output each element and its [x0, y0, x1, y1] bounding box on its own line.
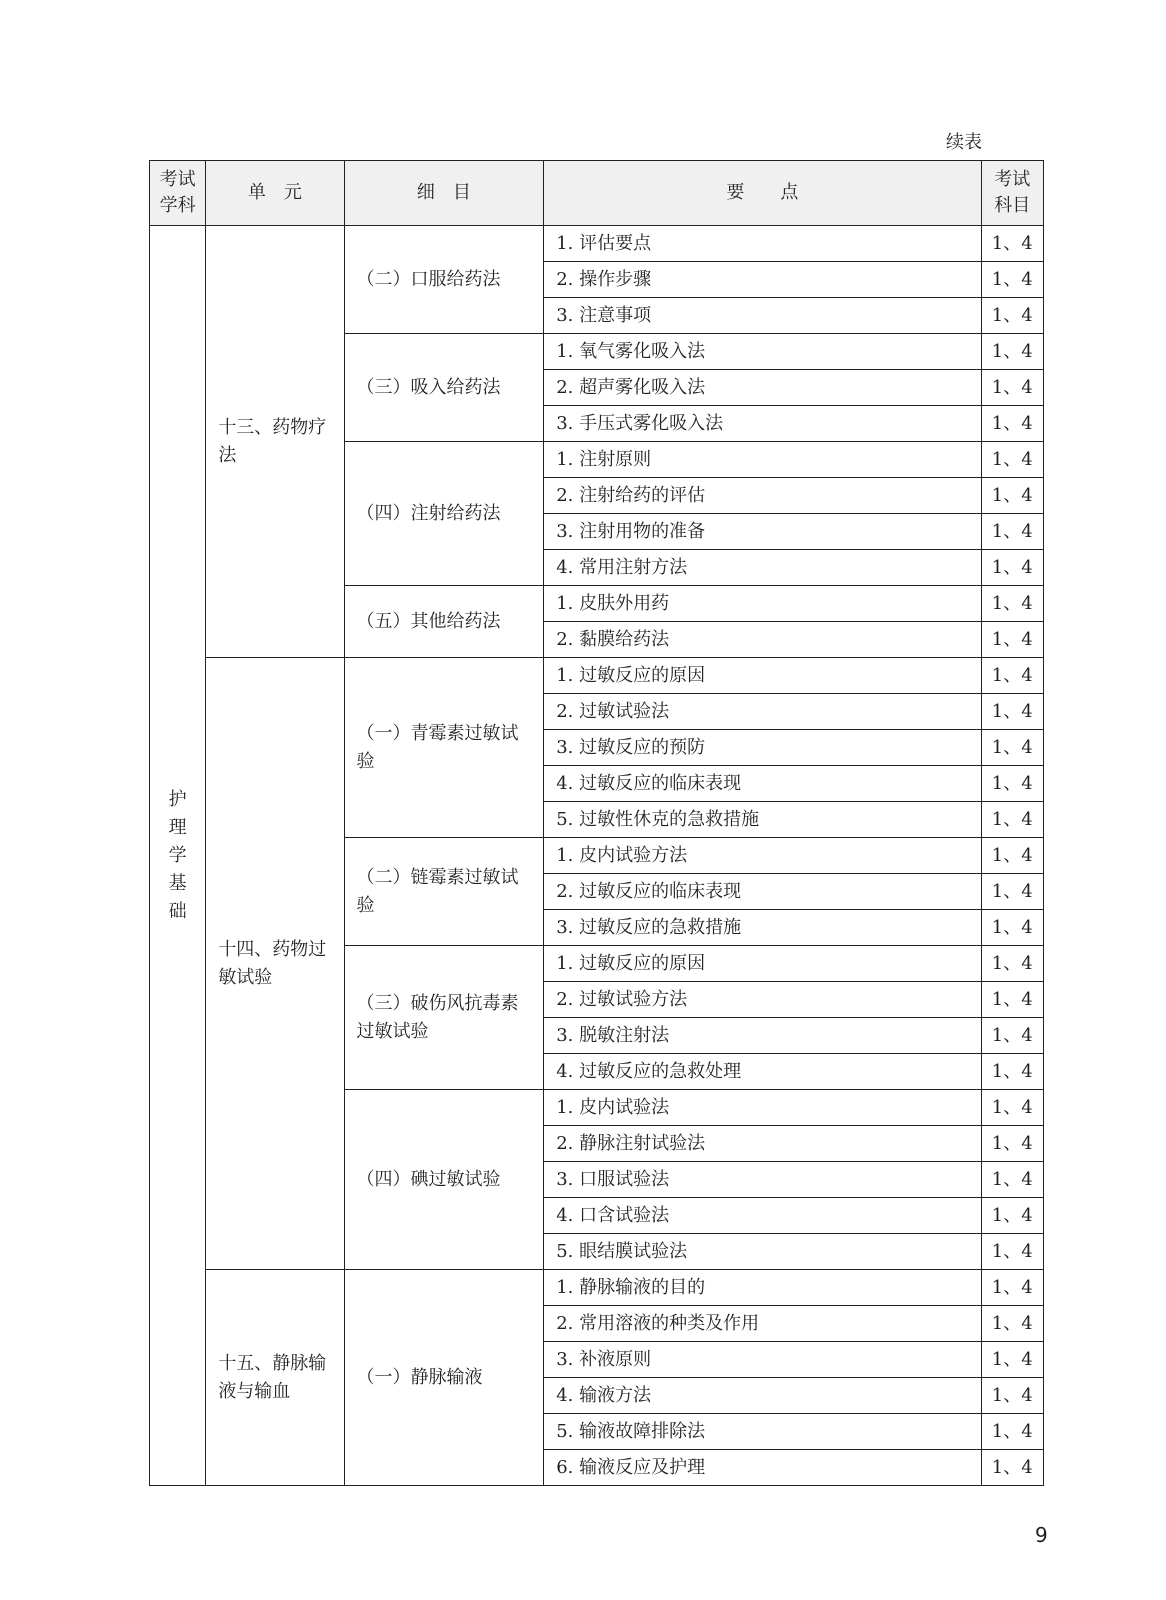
point-cell: 5. 过敏性休克的急救措施: [544, 802, 981, 838]
point-cell: 2. 过敏试验法: [544, 694, 981, 730]
point-cell: 5. 眼结膜试验法: [544, 1234, 981, 1270]
detail-cell: （三）吸入给药法: [344, 334, 544, 442]
point-cell: 2. 过敏反应的临床表现: [544, 874, 981, 910]
point-cell: 3. 过敏反应的预防: [544, 730, 981, 766]
point-cell: 4. 输液方法: [544, 1378, 981, 1414]
detail-cell: （四）碘过敏试验: [344, 1090, 544, 1270]
point-cell: 3. 脱敏注射法: [544, 1018, 981, 1054]
point-cell: 1. 过敏反应的原因: [544, 658, 981, 694]
header-unit: 单 元: [206, 161, 344, 226]
exam-subject-cell: 1、4: [981, 874, 1044, 910]
exam-subject-cell: 1、4: [981, 766, 1044, 802]
point-cell: 4. 过敏反应的临床表现: [544, 766, 981, 802]
point-cell: 1. 注射原则: [544, 442, 981, 478]
exam-subject-cell: 1、4: [981, 226, 1044, 262]
exam-subject-cell: 1、4: [981, 1450, 1044, 1486]
exam-subject-cell: 1、4: [981, 1126, 1044, 1162]
point-cell: 3. 注射用物的准备: [544, 514, 981, 550]
exam-subject-cell: 1、4: [981, 334, 1044, 370]
subject-label: 护理学基础: [168, 788, 187, 922]
point-cell: 3. 口服试验法: [544, 1162, 981, 1198]
exam-subject-cell: 1、4: [981, 586, 1044, 622]
point-cell: 2. 黏膜给药法: [544, 622, 981, 658]
point-cell: 3. 手压式雾化吸入法: [544, 406, 981, 442]
point-cell: 3. 注意事项: [544, 298, 981, 334]
table-row: [150, 226, 1044, 262]
point-cell: 2. 注射给药的评估: [544, 478, 981, 514]
unit-cell: 十四、药物过敏试验: [206, 658, 344, 1270]
table-row: [150, 658, 1044, 694]
exam-subject-cell: 1、4: [981, 1162, 1044, 1198]
detail-cell: （三）破伤风抗毒素过敏试验: [344, 946, 544, 1090]
point-cell: 4. 过敏反应的急救处理: [544, 1054, 981, 1090]
point-cell: 2. 操作步骤: [544, 262, 981, 298]
header-point: 要 点: [544, 161, 981, 226]
exam-subject-cell: 1、4: [981, 478, 1044, 514]
exam-subject-cell: 1、4: [981, 622, 1044, 658]
point-cell: 1. 氧气雾化吸入法: [544, 334, 981, 370]
exam-subject-cell: 1、4: [981, 694, 1044, 730]
point-cell: 2. 常用溶液的种类及作用: [544, 1306, 981, 1342]
exam-subject-cell: 1、4: [981, 514, 1044, 550]
exam-subject-cell: 1、4: [981, 1414, 1044, 1450]
point-cell: 1. 静脉输液的目的: [544, 1270, 981, 1306]
point-cell: 5. 输液故障排除法: [544, 1414, 981, 1450]
exam-subject-cell: 1、4: [981, 298, 1044, 334]
point-cell: 1. 过敏反应的原因: [544, 946, 981, 982]
point-cell: 2. 静脉注射试验法: [544, 1126, 981, 1162]
exam-subject-cell: 1、4: [981, 1270, 1044, 1306]
point-cell: 2. 过敏试验方法: [544, 982, 981, 1018]
continued-label: 续表: [946, 132, 982, 153]
detail-cell: （四）注射给药法: [344, 442, 544, 586]
subject-cell: [150, 226, 206, 1486]
point-cell: 3. 过敏反应的急救措施: [544, 910, 981, 946]
point-cell: 1. 皮肤外用药: [544, 586, 981, 622]
point-cell: 6. 输液反应及护理: [544, 1450, 981, 1486]
header-exam: 考试 科目: [981, 161, 1044, 226]
exam-subject-cell: 1、4: [981, 1342, 1044, 1378]
exam-subject-cell: 1、4: [981, 370, 1044, 406]
unit-cell: 十五、静脉输液与输血: [206, 1270, 344, 1486]
detail-cell: （一）青霉素过敏试验: [344, 658, 544, 838]
exam-subject-cell: 1、4: [981, 838, 1044, 874]
table-body: [150, 226, 1044, 1486]
exam-subject-cell: 1、4: [981, 946, 1044, 982]
exam-subject-cell: 1、4: [981, 982, 1044, 1018]
exam-subject-cell: 1、4: [981, 658, 1044, 694]
point-cell: 1. 评估要点: [544, 226, 981, 262]
exam-subject-cell: 1、4: [981, 730, 1044, 766]
point-cell: 4. 常用注射方法: [544, 550, 981, 586]
exam-subject-cell: 1、4: [981, 406, 1044, 442]
point-cell: 2. 超声雾化吸入法: [544, 370, 981, 406]
detail-cell: （五）其他给药法: [344, 586, 544, 658]
detail-cell: （二）口服给药法: [344, 226, 544, 334]
exam-subject-cell: 1、4: [981, 550, 1044, 586]
detail-cell: （一）静脉输液: [344, 1270, 544, 1486]
exam-subject-cell: 1、4: [981, 1234, 1044, 1270]
header-subject: 考试 学科: [150, 161, 206, 226]
exam-subject-cell: 1、4: [981, 910, 1044, 946]
exam-subject-cell: 1、4: [981, 1018, 1044, 1054]
point-cell: 1. 皮内试验方法: [544, 838, 981, 874]
header-detail: 细 目: [344, 161, 544, 226]
detail-cell: （二）链霉素过敏试验: [344, 838, 544, 946]
page-number: 9: [1035, 1523, 1048, 1547]
exam-subject-cell: 1、4: [981, 262, 1044, 298]
exam-subject-cell: 1、4: [981, 1378, 1044, 1414]
exam-subject-cell: 1、4: [981, 1306, 1044, 1342]
point-cell: 1. 皮内试验法: [544, 1090, 981, 1126]
syllabus-table: [149, 160, 1044, 1486]
exam-subject-cell: 1、4: [981, 802, 1044, 838]
exam-subject-cell: 1、4: [981, 1198, 1044, 1234]
unit-cell: 十三、药物疗法: [206, 226, 344, 658]
point-cell: 4. 口含试验法: [544, 1198, 981, 1234]
point-cell: 3. 补液原则: [544, 1342, 981, 1378]
table-row: [150, 1270, 1044, 1306]
header-row: [150, 161, 1044, 226]
exam-subject-cell: 1、4: [981, 1090, 1044, 1126]
exam-subject-cell: 1、4: [981, 1054, 1044, 1090]
exam-subject-cell: 1、4: [981, 442, 1044, 478]
